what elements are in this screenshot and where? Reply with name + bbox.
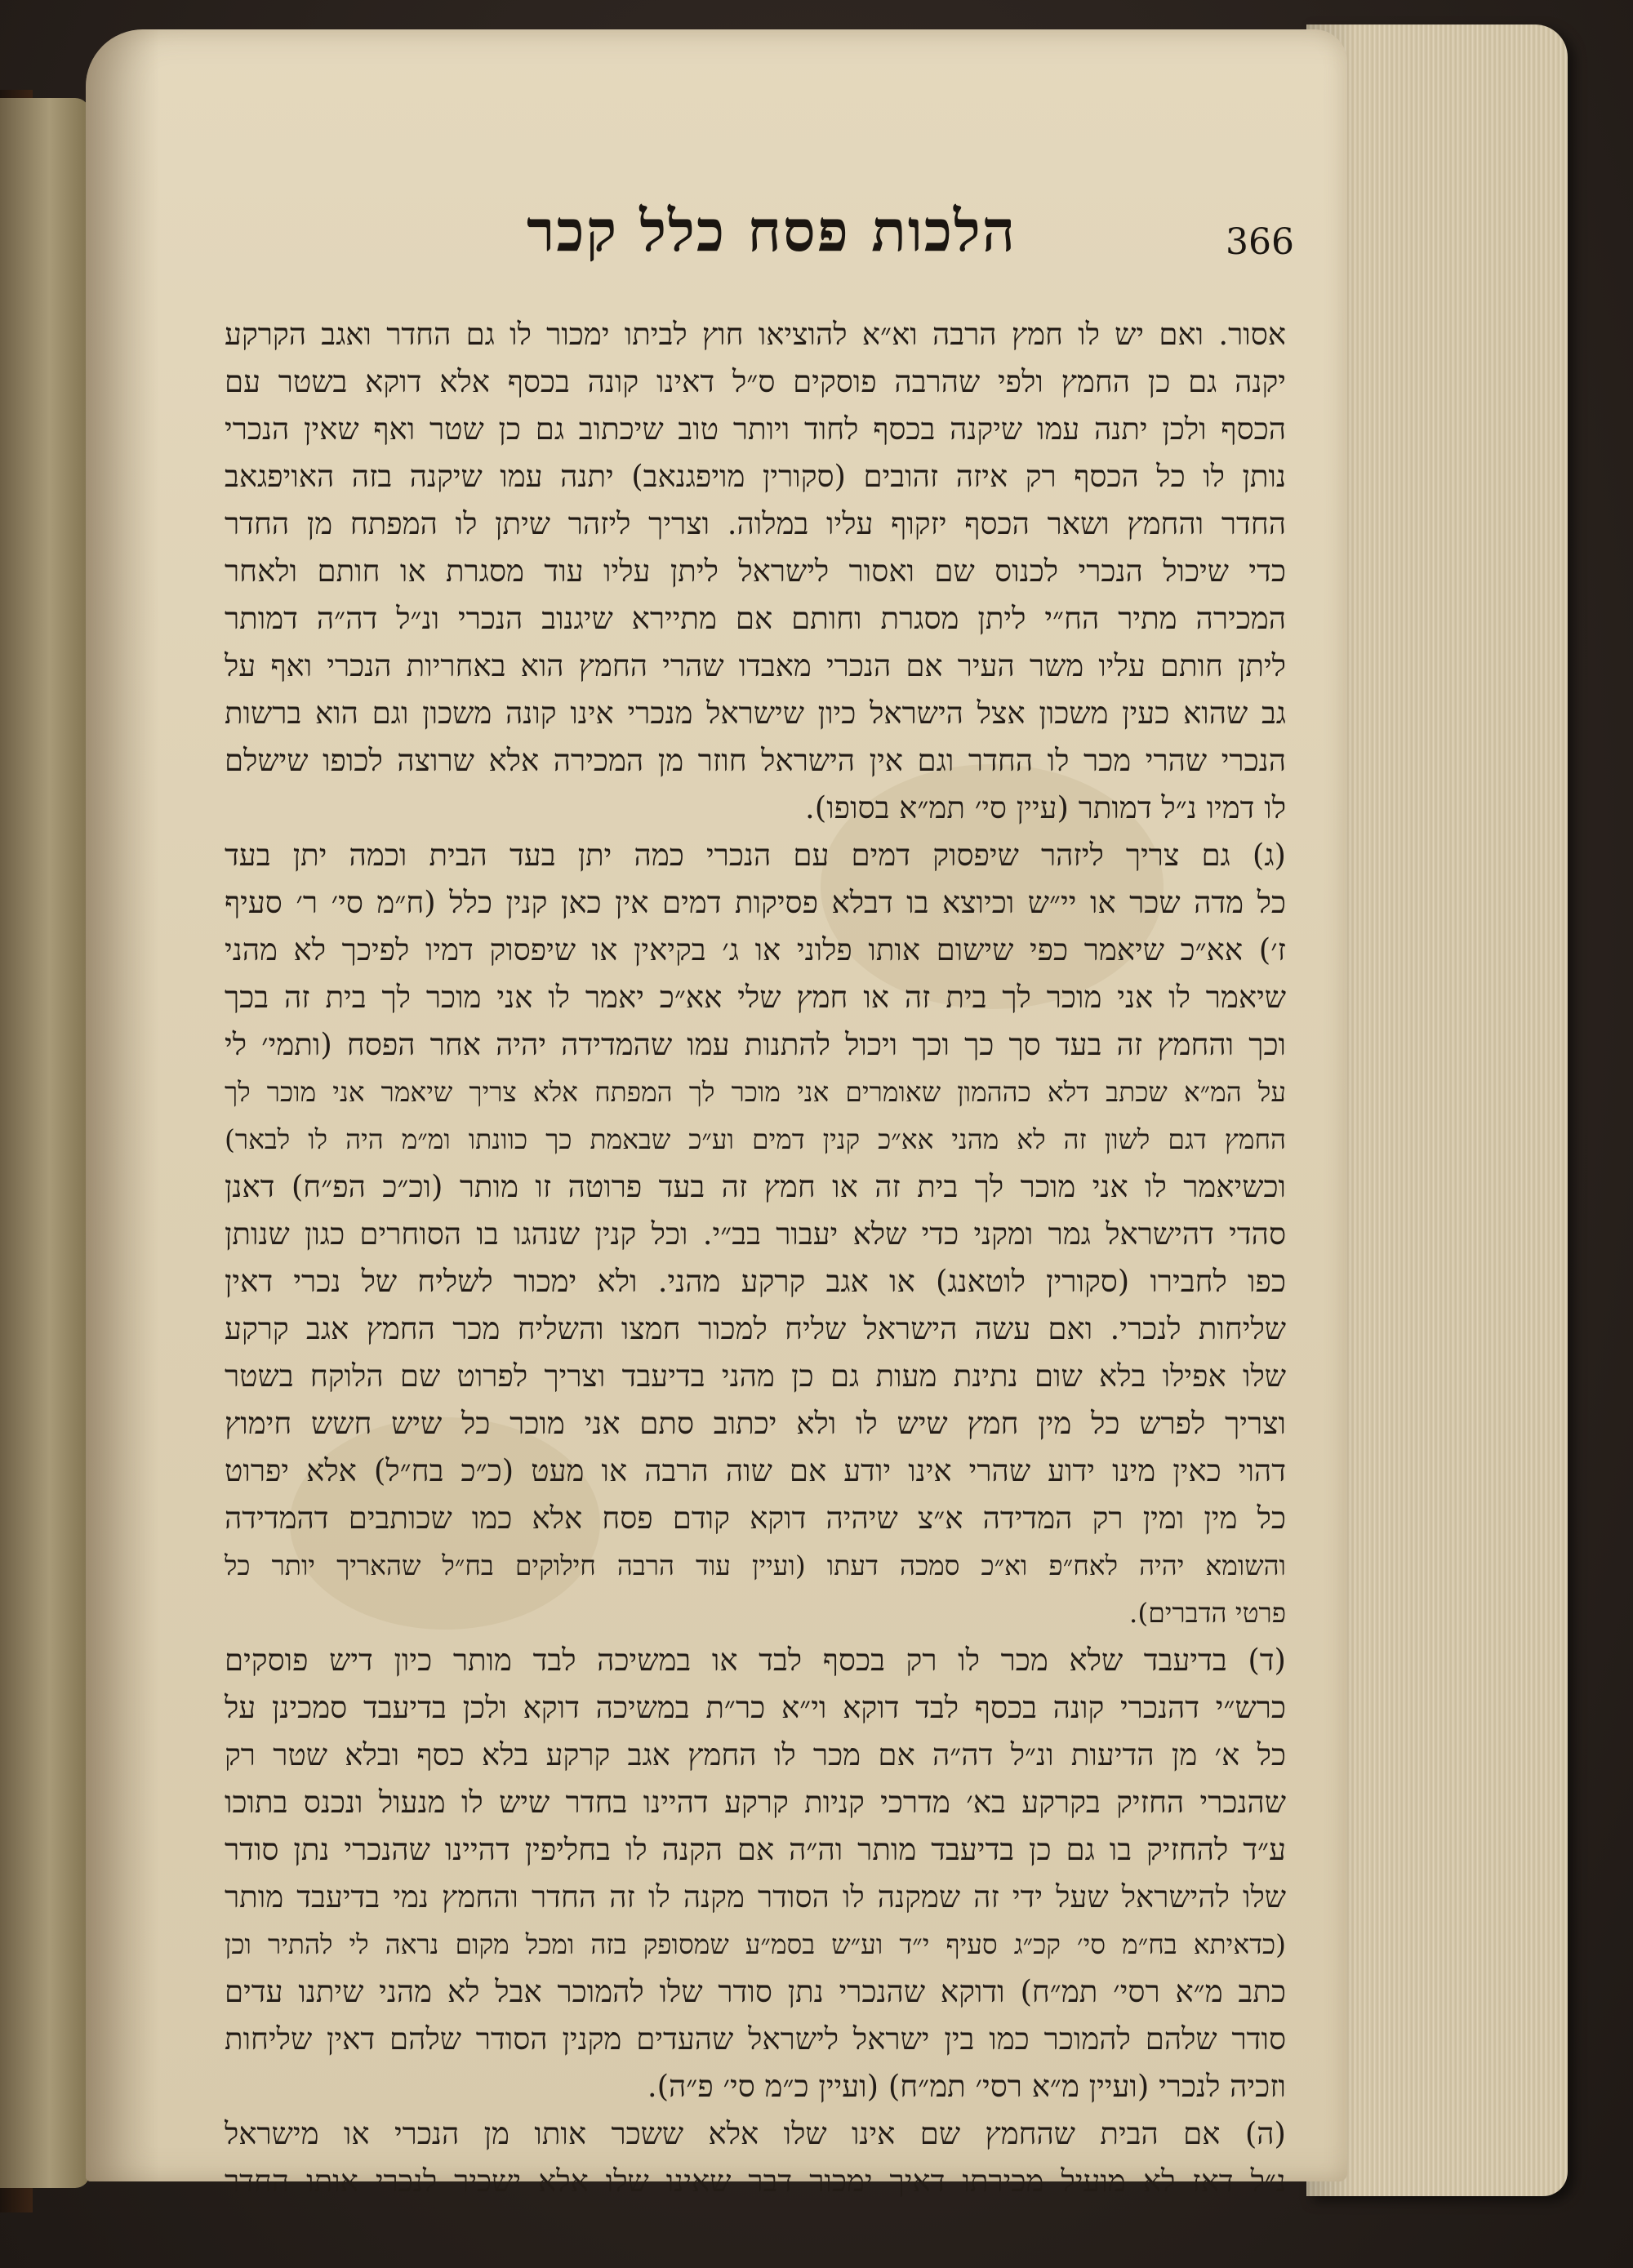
text-line: החדר והחמץ ושאר הכסף יזקוף עליו במלוה. וצריך ליזהר שיתן לו המפתח מן החדר [225,506,1286,541]
gutter-shadow [86,29,159,2181]
text-line: וזכיה לנכרי (ועיין מ״א רסי׳ תמ״ח) (ועיין כ״מ סי׳ פ״ה). [647,2069,1286,2104]
page-title: הלכות פסח כלל קכר [526,197,1017,265]
text-line: דהוי כאין מינו ידוע שהרי אינו יודע אם שוה הרבה או מעט (כ״כ בח״ל) אלא יפרוט [225,1453,1286,1488]
text-line: כל א׳ מן הדיעות ונ״ל דה״ה אם מכר לו החמץ אגב קרקע בלא כסף ובלא שטר רק [225,1737,1286,1772]
text-line: שלו להישראל שעל ידי זה שמקנה לו הסודר מקנה לו זה החדר והחמץ נמי בדיעבד מותר [225,1879,1286,1914]
text-line: נותן לו כל הכסף רק איזה זהובים (סקורין מויפגנאב) יתנה עמו שיקנה בזה האויפגאב [225,459,1286,494]
running-head [420,197,1294,287]
text-line: (ג) גם צריך ליזהר שיפסוק דמים עם הנכרי כמה יתן בעד הבית וכמה יתן בעד [225,838,1286,873]
text-line: יקנה גם כן החמץ ולפי שהרבה פוסקים ס״ל דאינו קונה בכסף אלא דוקא בשטר עם [225,364,1286,399]
text-line: לו דמיו נ״ל דמותר (עיין סי׳ תמ״א בסופו). [805,790,1286,825]
text-line: כדי שיכול הנכרי לכנוס שם ואסור לישראל ליתן עליו עוד מסגרת או חותם ולאחר [225,554,1286,589]
text-line: סהדי דהישראל גמר ומקני כדי שלא יעבור בב״י. וכל קנין שנהגו בו הסוחרים כגון שנותן [225,1216,1286,1252]
text-line: אסור. ואם יש לו חמץ הרבה וא״א להוציאו חוץ לביתו ימכור לו גם החדר ואגב הקרקע [225,317,1286,352]
text-line: וכך והחמץ זה בעד סך כך וכך ויכול להתנות עמו שהמדידה יהיה אחר הפסח (ותמי׳ לי [225,1027,1286,1062]
text-line: כל מדה שכר או יי״ש וכיוצא בו דבלא פסיקות דמים אין כאן קנין כלל (ח״מ סי׳ ר׳ סעיף [225,885,1286,920]
text-line: פרטי הדברים). [1128,1597,1286,1629]
text-line: המכירה מתיר הח״י ליתן מסגרת וחותם אם מתיירא שיגנוב הנכרי ונ״ל דה״ה דמותר [225,601,1286,636]
text-line: וצריך לפרש כל מין חמץ שיש לו ולא יכתוב סתם אני מוכר כל שיש חשש חימוץ [225,1406,1286,1441]
text-line: ז׳) אא״כ שיאמר כפי שישום אותו פלוני או ג׳ בקיאין או שיפסוק דמיו לפיכך לא מהני [225,932,1286,967]
text-line: כרש״י דהנכרי קונה בכסף לבד דוקא וי״א כר״ת במשיכה דוקא ולכן בדיעבד סמכינן על [225,1690,1286,1725]
text-line: נ״ל דאז לא מועיל מכירתו דאיך ימכור דבר שאינו שלו אלא ישכיר לנכרי אותו החדר [225,2163,1286,2199]
text-line: והשומא יהיה לאח״פ וא״כ סמכה דעתו (ועיין עוד הרבה חילוקים בח״ל שהאריך יותר כל [225,1550,1286,1581]
text-line: כפו לחבירו (סקורין לוטאנג) או אגב קרקע מהני. ולא ימכור לשליח של נכרי דאין [225,1264,1286,1299]
facing-page-edge [0,98,90,2188]
book-page [86,29,1347,2199]
text-line: ע״ד להחזיק בו גם כן בדיעבד מותר וה״ה אם הקנה לו בחליפין דהיינו שהנכרי נתן סודר [225,1832,1286,1867]
text-line: הכסף ולכן יתנה עמו שיקנה בכסף לחוד ויותר טוב שיכתוב גם כן שטר ואף שאין הנכרי [225,411,1286,447]
text-line: (ה) אם הבית שהחמץ שם אינו שלו אלא ששכר אותו מן הנכרי או מישראל [225,2116,1286,2151]
text-line: החמץ דגם לשון זה לא מהני אא״כ קנין דמים וע״כ שבאמת כך כוונתו ומ״מ היה לו לבאר) [225,1123,1286,1155]
body-text [225,311,1286,2205]
text-line: ליתן חותם עליו משר העיר אם הנכרי מאבדו שהרי החמץ הוא באחריות הנכרי ואף על [225,648,1286,683]
text-line: הנכרי שהרי מכר לו החדר וגם אין הישראל חוזר מן המכירה אלא שרוצה לכופו שישלם [225,743,1286,778]
text-line: שיאמר לו אני מוכר לך בית זה או חמץ שלי אא״כ יאמר לו אני מוכר לך בית זה בכך [225,980,1286,1015]
text-line: על המ״א שכתב דלא כההמון שאומרים אני מוכר לך המפתח אלא צריך שיאמר אני מוכר לך [225,1076,1286,1108]
text-line: כתב מ״א רסי׳ תמ״ח) ודוקא שהנכרי נתן סודר שלו להמוכר אבל לא מהני שיתנו עדים [225,1974,1286,2009]
text-line: גב שהוא כעין משכון אצל הישראל כיון שישראל מנכרי אינו קונה משכון וגם הוא ברשות [225,696,1286,731]
text-line: כל מין ומין רק המדידה א״צ שיהיה דוקא קודם פסח אלא כמו שכותבים דהמדידה [225,1501,1286,1536]
text-line: שליחות לנכרי. ואם עשה הישראל שליח למכור חמצו והשליח מכר החמץ אגב קרקע [225,1311,1286,1346]
text-line: שהנכרי החזיק בקרקע בא׳ מדרכי קניות קרקע דהיינו בחדר שיש לו מנעול ונכנס בתוכו [225,1785,1286,1820]
text-line: וכשיאמר לו אני מוכר לך בית זה או חמץ זה בעד פרוטה זו מותר (וכ״כ הפ״ח) דאנן [225,1169,1286,1204]
text-line: (כדאיתא בח״מ סי׳ קכ״ג סעיף י״ד וע״ש בסמ״ע שמסופק בזה ומכל מקום נראה לי להתיר וכן [225,1928,1286,1960]
text-line: סודר שלהם להמוכר כמו בין ישראל לישראל שהעדים מקנין הסודר שלהם דאין שליחות [225,2021,1286,2057]
text-line: (ד) בדיעבד שלא מכר לו רק בכסף לבד או במשיכה לבד מותר כיון דיש פוסקים [225,1643,1286,1678]
text-line: שלו אפילו בלא שום נתינת מעות גם כן מהני בדיעבד וצריך לפרוט שם הלוקח בשטר [225,1359,1286,1394]
page-number: 366 [1226,221,1294,263]
